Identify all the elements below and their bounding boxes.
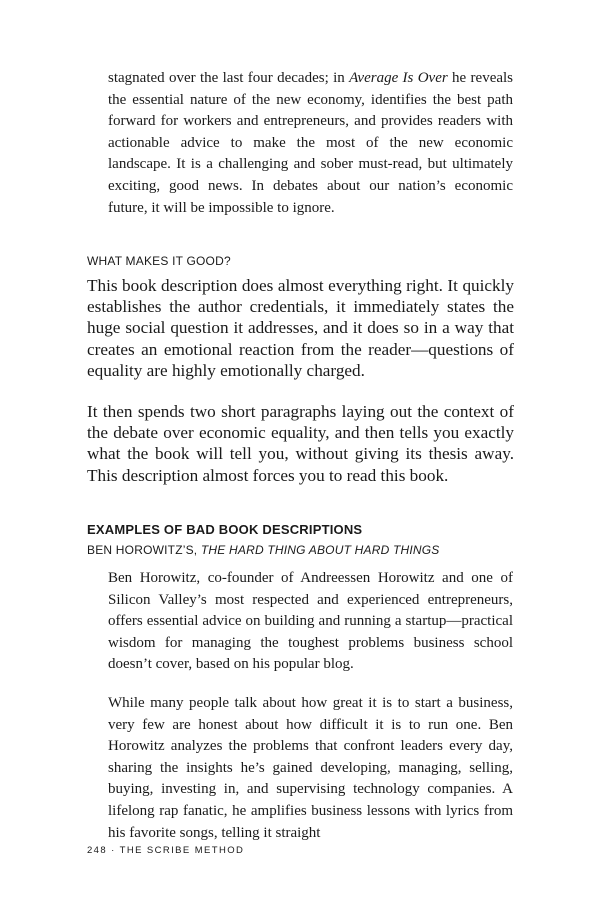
body-paragraph-2: It then spends two short paragraphs laying out the context of the debate over economic equality, and then tells you exactly what the book will tell you, without giving its thesis away. This description almost forces you to read this book. [87,402,514,485]
quote-hard-thing [108,568,513,676]
body-paragraph-1: This book description does almost everything right. It quickly establishes the author credentials, it immediately states the huge social question it addresses, and it does so in a way that creates an emotional reaction from the reader—questions of equality are highly emotionally charged. [87,276,514,380]
subheading-title: THE HARD THING ABOUT HARD THINGS [200,543,440,557]
quote-paragraph-2: While many people talk about how great it is to start a business, very few are honest about how difficult it is to run one. Ben Horowitz analyzes the problems that confront leaders every day, sharing the insights he’s gained developing, managing, selling, buying, investing in, and supervising technology companies. A lifelong rap fanatic, he amplifies business lessons with lyrics from his favorite songs, telling it straight [108,695,513,841]
quote-hard-thing-2 [108,693,513,844]
quote-paragraph: stagnated over the last four decades; in Average Is Over he reveals the essential nature of the new economy, identifies the best path forward for workers and entrepreneurs, and provides readers with actionable advice to make the most of the new economic landscape. It is a challenging and sober must-read, but ultimately exciting, good news. In debates about our nation’s economic future, it will be impossible to ignore. [108,70,514,216]
footer-book-name: THE SCRIBE METHOD [119,845,245,856]
heading-bad-descriptions: EXAMPLES OF BAD BOOK DESCRIPTIONS [87,522,363,537]
page-number: 248 [87,845,108,856]
subheading-author: BEN HOROWITZ’S, [87,543,201,557]
subheading-book [87,543,440,557]
quote-paragraph-1: Ben Horowitz, co-founder of Andreessen Horowitz and one of Silicon Valley’s most respected and experienced entrepreneurs, offers essential advice on building and running a startup—practical wisdom for managing the toughest problems business school doesn’t cover, based on his popular blog. [108,570,513,673]
footer-separator: · [111,845,116,856]
page-footer [87,845,244,856]
book-title: Average Is Over [349,70,448,86]
quote-average-is-over [108,68,513,219]
heading-what-makes-it-good: WHAT MAKES IT GOOD? [87,254,231,268]
